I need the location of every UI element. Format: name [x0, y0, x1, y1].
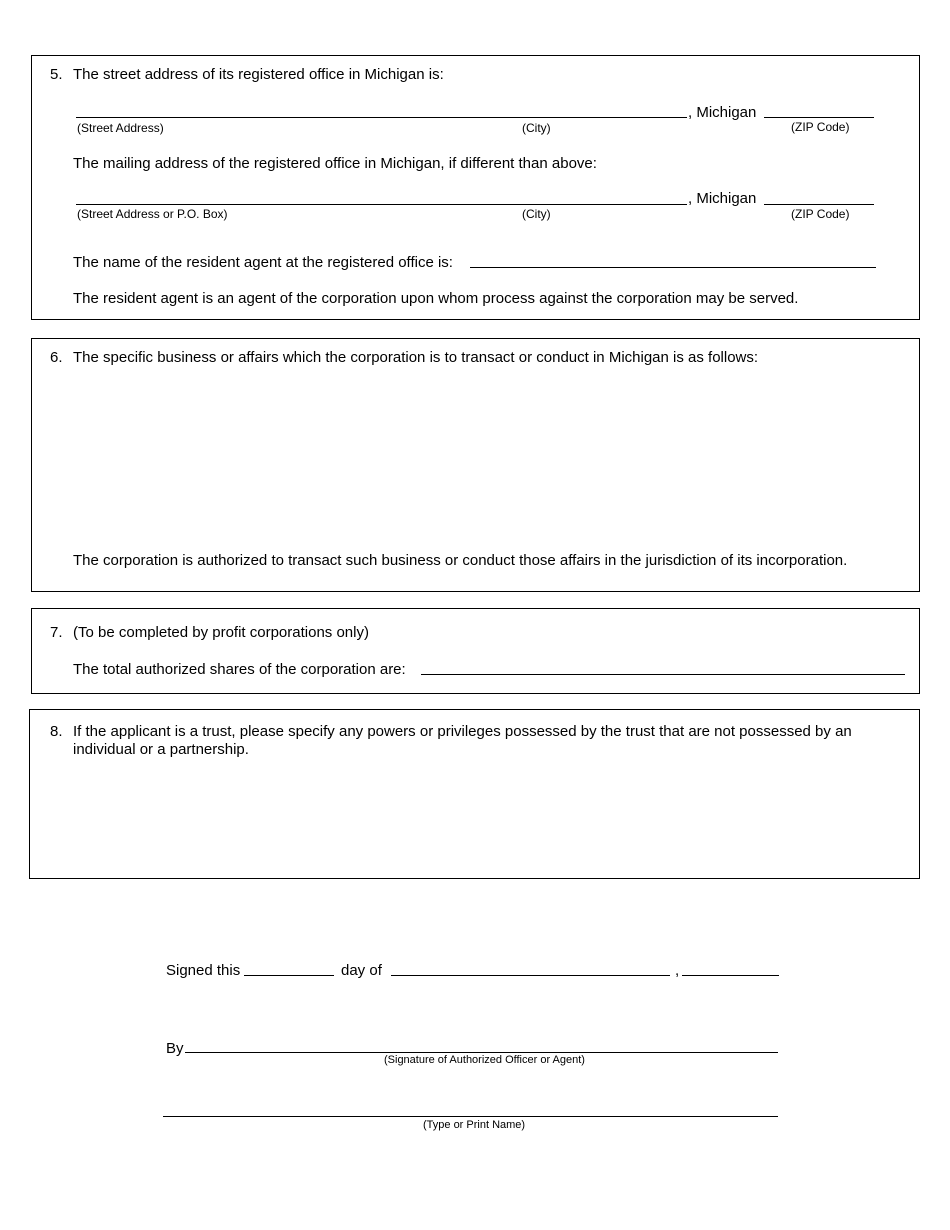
signed-month-line[interactable] [391, 975, 670, 976]
signed-this-label: Signed this [166, 962, 241, 979]
section-7-box [31, 608, 920, 694]
signature-caption: (Signature of Authorized Officer or Agent) [384, 1054, 585, 1066]
mailing-michigan-label: , Michigan [688, 190, 757, 207]
section-7-heading: (To be completed by profit corporations only) [73, 624, 369, 641]
authorized-shares-line[interactable] [421, 674, 905, 675]
signature-line[interactable] [185, 1052, 778, 1053]
section-5-box [31, 55, 920, 320]
resident-agent-note: The resident agent is an agent of the corporation upon whom process against the corporation may be served. [73, 290, 799, 307]
mailing-zip-caption: (ZIP Code) [791, 207, 850, 221]
signed-day-line[interactable] [244, 975, 334, 976]
business-affairs-area[interactable] [73, 375, 903, 545]
signed-year-line[interactable] [682, 975, 779, 976]
resident-agent-label: The name of the resident agent at the registered office is: [73, 254, 453, 271]
street-address-caption: (Street Address) [77, 121, 164, 135]
section-5-number: 5. [50, 66, 63, 83]
section-8-heading-line-2: individual or a partnership. [73, 741, 249, 758]
zip-code-line[interactable] [764, 117, 874, 118]
print-name-caption: (Type or Print Name) [423, 1119, 526, 1131]
print-name-line[interactable] [163, 1116, 778, 1117]
street-address-line[interactable] [76, 117, 687, 118]
trust-powers-area[interactable] [73, 765, 903, 870]
mailing-street-line[interactable] [76, 204, 687, 205]
section-6-heading: The specific business or affairs which the corporation is to transact or conduct in Michigan is as follows: [73, 349, 759, 366]
mailing-address-heading: The mailing address of the registered office in Michigan, if different than above: [73, 155, 597, 172]
mailing-zip-line[interactable] [764, 204, 874, 205]
authorized-shares-label: The total authorized shares of the corporation are: [73, 661, 406, 678]
michigan-label: , Michigan [688, 104, 757, 121]
resident-agent-line[interactable] [470, 267, 876, 268]
date-comma: , [675, 962, 680, 979]
section-6-number: 6. [50, 349, 63, 366]
zip-code-caption: (ZIP Code) [791, 120, 850, 134]
section-7-number: 7. [50, 624, 63, 641]
section-8-number: 8. [50, 723, 63, 740]
mailing-city-caption: (City) [522, 207, 551, 221]
mailing-street-caption: (Street Address or P.O. Box) [77, 207, 228, 221]
section-6-footer: The corporation is authorized to transact such business or conduct those affairs in the jurisdiction of its incorporation. [73, 552, 848, 569]
section-5-heading: The street address of its registered office in Michigan is: [73, 66, 444, 83]
city-caption: (City) [522, 121, 551, 135]
day-of-label: day of [341, 962, 382, 979]
by-label: By [166, 1040, 184, 1057]
section-8-heading-line-1: If the applicant is a trust, please specify any powers or privileges possessed by the trust that are not possessed by an [73, 723, 852, 740]
